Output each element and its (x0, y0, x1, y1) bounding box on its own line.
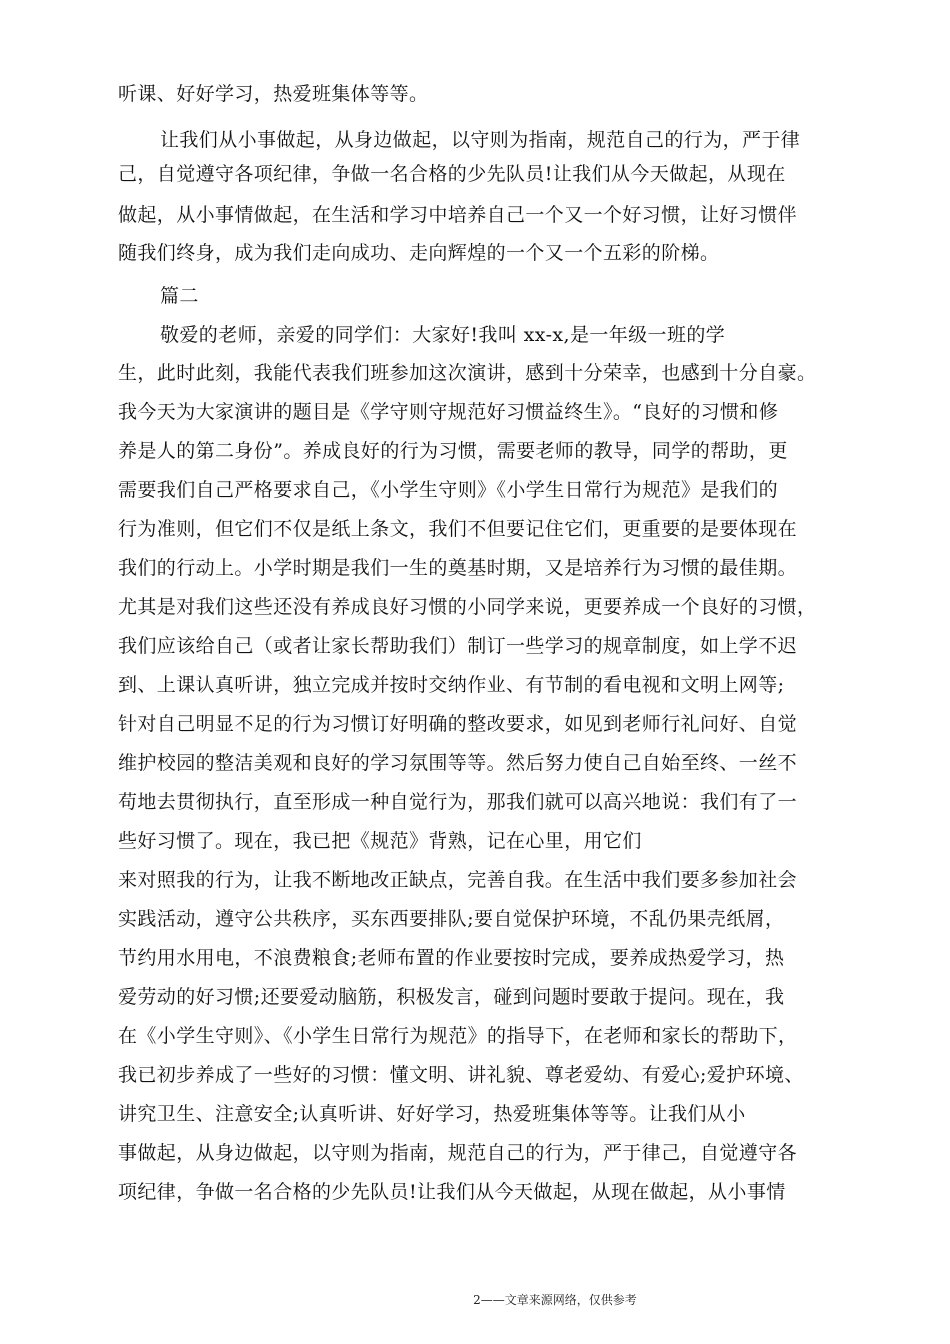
text-line: 让我们从小事做起，从身边做起，以守则为指南，规范自己的行为，严于律 (160, 129, 801, 151)
text-line: 爱劳动的好习惯;还要爱动脑筋，积极发言，碰到问题时要敢于提问。现在，我 (118, 986, 785, 1008)
text-line: 针对自己明显不足的行为习惯订好明确的整改要求，如见到老师行礼问好、自觉 (118, 713, 798, 735)
text-line: 苟地去贯彻执行，直至形成一种自觉行为，那我们就可以高兴地说：我们有了一 (118, 791, 798, 813)
text-line: 实践活动，遵守公共秩序，买东西要排队;要自觉保护环境，不乱仍果壳纸屑， (118, 908, 785, 930)
text-line: 尤其是对我们这些还没有养成良好习惯的小同学来说，更要养成一个良好的习惯， (118, 596, 817, 618)
text-line: 讲究卫生、注意安全;认真听讲、好好学习，热爱班集体等等。让我们从小 (118, 1103, 746, 1125)
text-line: 节约用水用电，不浪费粮食;老师布置的作业要按时完成，要养成热爱学习，热 (118, 947, 785, 969)
text-line: 来对照我的行为，让我不断地改正缺点，完善自我。在生活中我们要多参加社会 (118, 869, 798, 891)
text-line: 己，自觉遵守各项纪律，争做一名合格的少先队员!让我们从今天做起，从现在 (118, 163, 786, 185)
text-line: 我今天为大家演讲的题目是《学守则守规范好习惯益终生》。“良好的习惯和修 (118, 401, 779, 423)
text-line: 维护校园的整洁美观和良好的学习氛围等等。然后努力使自己自始至终、一丝不 (118, 752, 798, 774)
text-line: 随我们终身，成为我们走向成功、走向辉煌的一个又一个五彩的阶梯。 (118, 242, 720, 264)
text-line: 我们的行动上。小学时期是我们一生的奠基时期，又是培养行为习惯的最佳期。 (118, 557, 798, 579)
text-line: 生，此时此刻，我能代表我们班参加这次演讲，感到十分荣幸，也感到十分自豪。 (118, 362, 817, 384)
page-footer: 2——文章来源网络，仅供参考 (473, 1293, 637, 1307)
text-line: 养是人的第二身份”。养成良好的行为习惯，需要老师的教导，同学的帮助，更 (118, 440, 788, 462)
text-line: 在《小学生守则》、《小学生日常行为规范》的指导下，在老师和家长的帮助下， (118, 1025, 798, 1047)
text-line: 我们应该给自己（或者让家长帮助我们）制订一些学习的规章制度，如上学不迟 (118, 635, 798, 657)
text-line: 到、上课认真听讲，独立完成并按时交纳作业、有节制的看电视和文明上网等; (118, 674, 785, 696)
text-line: 需要我们自己严格要求自己，《小学生守则》《小学生日常行为规范》是我们的 (118, 479, 779, 501)
text-line: 事做起，从身边做起，以守则为指南，规范自己的行为，严于律己，自觉遵守各 (118, 1142, 798, 1164)
text-line: 项纪律，争做一名合格的少先队员!让我们从今天做起，从现在做起，从小事情 (118, 1181, 786, 1203)
text-line: 做起，从小事情做起，在生活和学习中培养自己一个又一个好习惯，让好习惯伴 (118, 204, 798, 226)
text-line: 行为准则，但它们不仅是纸上条文，我们不但要记住它们，更重要的是要体现在 (118, 518, 798, 540)
text-line: 听课、好好学习，热爱班集体等等。 (118, 83, 429, 105)
text-line: 些好习惯了。现在，我已把《规范》背熟，记在心里，用它们 (118, 830, 642, 852)
text-line: 敬爱的老师，亲爱的同学们：大家好!我叫 xx-x,是一年级一班的学 (160, 324, 726, 346)
section-heading: 篇二 (160, 285, 199, 307)
text-line: 我已初步养成了一些好的习惯：懂文明、讲礼貌、尊老爱幼、有爱心;爱护环境、 (118, 1064, 804, 1086)
